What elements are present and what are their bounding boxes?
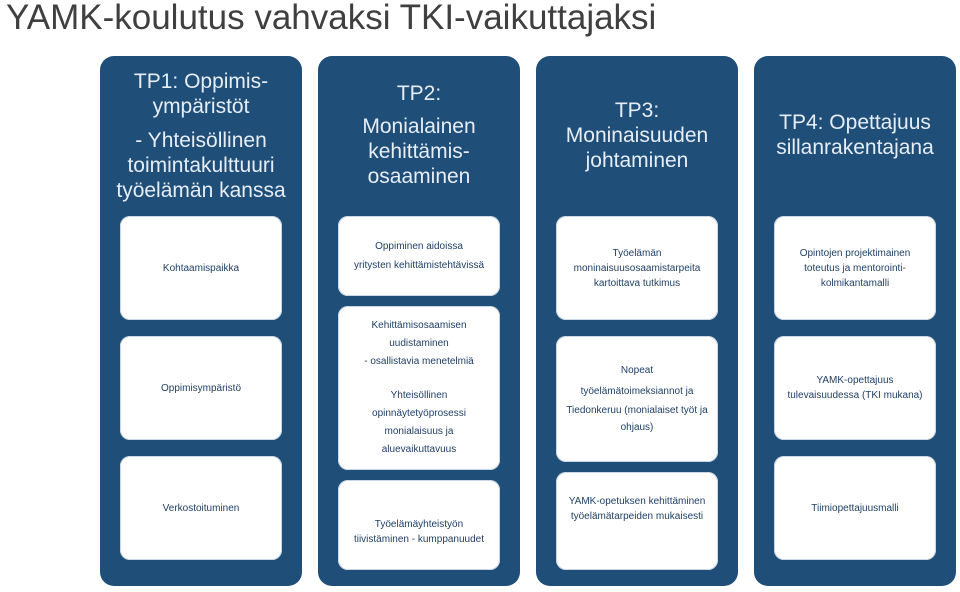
heading-line: - Yhteisöllinen	[135, 129, 267, 152]
column-heading	[536, 56, 738, 214]
card-text: kolmikantamalli	[820, 277, 890, 289]
card-text: kartoittava tutkimus	[593, 277, 681, 289]
card-text: uudistaminen	[389, 338, 449, 349]
card-text: YAMK-opettajuus	[816, 375, 894, 386]
card-row1[interactable]	[774, 216, 936, 320]
card-text: monialaisuus ja	[384, 426, 454, 437]
card-text: Kohtaamispaikka	[162, 262, 240, 274]
card-row2[interactable]	[120, 336, 282, 440]
heading-line: TP3:	[614, 98, 660, 122]
card-text: Opintojen projektimainen	[799, 247, 911, 259]
column-tp3	[536, 56, 738, 586]
heading-line: osaaminen	[367, 165, 471, 188]
card-row2[interactable]	[338, 306, 500, 470]
card-text: yritysten kehittämistehtävissä	[353, 260, 485, 271]
card-row3[interactable]	[120, 456, 282, 560]
heading-line: Moninaisuuden	[565, 123, 709, 147]
column-tp4	[754, 56, 956, 586]
card-row3[interactable]	[338, 480, 500, 570]
card-text: opinnäytetyöprosessi	[372, 408, 466, 419]
heading-line: TP4: Opettajuus	[779, 111, 931, 134]
column-heading	[318, 56, 520, 214]
column-tp1	[100, 56, 302, 586]
heading-line: TP1: Oppimis-	[133, 70, 269, 93]
card-text: tulevaisuudessa (TKI mukana)	[787, 390, 923, 401]
card-text: tiivistäminen - kumppanuudet	[353, 534, 485, 545]
card-row1[interactable]	[556, 216, 718, 320]
heading-line: johtaminen	[585, 148, 689, 172]
card-text: Oppiminen aidoissa	[375, 241, 463, 252]
heading-line: Monialainen	[362, 115, 476, 138]
column-heading	[100, 56, 302, 216]
heading-line: ympäristöt	[152, 95, 250, 118]
heading-line: työelämän kanssa	[116, 179, 286, 202]
card-text: työelämätoimeksiannot ja	[580, 386, 694, 397]
card-text: Oppimisympäristö	[160, 382, 242, 394]
card-row1[interactable]	[338, 216, 500, 296]
card-row3[interactable]	[774, 456, 936, 560]
card-text: Työelämän	[612, 247, 662, 259]
card-text: aluevaikuttavuus	[381, 444, 457, 455]
heading-line: kehittämis-	[368, 140, 470, 163]
card-text: Verkostoituminen	[162, 502, 240, 514]
heading-line: toimintakulttuuri	[127, 154, 275, 177]
heading-line: sillanrakentajana	[776, 136, 934, 159]
card-text: Tiedonkeruu (monialaiset työt ja	[566, 405, 708, 416]
card-text: Yhteisöllinen	[390, 390, 448, 401]
column-heading	[754, 56, 956, 214]
card-text: Työelämäyhteistyön	[374, 519, 464, 530]
heading-line: TP2:	[396, 82, 442, 105]
card-row2[interactable]	[556, 336, 718, 462]
column-tp2	[318, 56, 520, 586]
card-row2[interactable]	[774, 336, 936, 440]
card-row3[interactable]	[556, 472, 718, 570]
card-text: YAMK-opetuksen kehittäminen	[568, 496, 706, 507]
card-text: työelämätarpeiden mukaisesti	[570, 511, 704, 522]
card-text: - osallistavia menetelmiä	[364, 356, 474, 367]
card-text: moninaisuusosaamistarpeita	[573, 262, 701, 274]
card-text: Tiimiopettajuusmalli	[811, 502, 899, 514]
card-text: Nopeat	[620, 365, 654, 376]
card-row1[interactable]	[120, 216, 282, 320]
page-title: YAMK-koulutus vahvaksi TKI-vaikuttajaksi	[6, 0, 657, 37]
card-text: Kehittämisosaamisen	[371, 320, 467, 331]
card-text: toteutus ja mentorointi-	[804, 262, 906, 274]
card-text: ohjaus)	[620, 422, 654, 433]
